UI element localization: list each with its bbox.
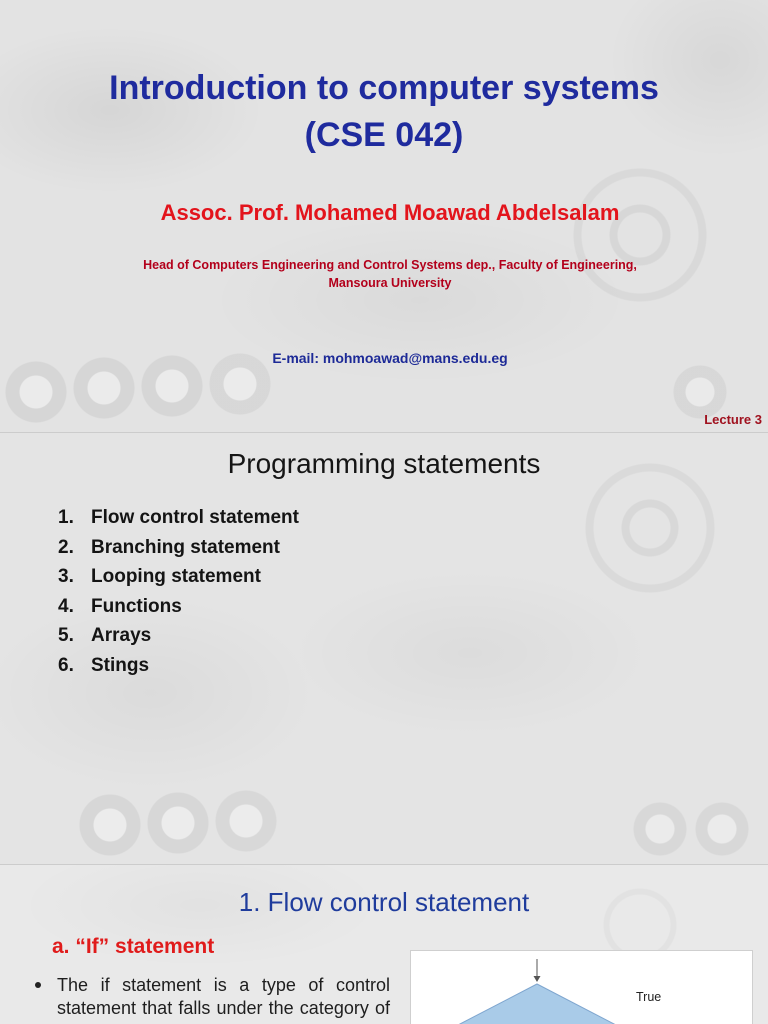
outline-item-number: 1. <box>58 507 74 528</box>
flowchart-drawing <box>411 951 752 1024</box>
outline-item-label: Looping statement <box>91 566 261 588</box>
flow-control-slide <box>0 864 768 1024</box>
author-email: E-mail: mohmoawad@mans.edu.eg <box>272 350 508 366</box>
bullet-point <box>30 974 392 1020</box>
outline-item-number: 4. <box>58 595 74 617</box>
author-university: Mansoura University <box>328 276 452 290</box>
if-statement-heading: a. “If” statement <box>52 935 215 958</box>
outline-item-label: Stings <box>91 654 150 676</box>
outline-item-label: Flow control statement <box>91 507 299 528</box>
outline-item-number: 2. <box>58 536 74 558</box>
slide-title: 1. Flow control statement <box>238 887 530 917</box>
outline-item <box>0 651 420 681</box>
outline-item <box>0 562 420 592</box>
down-arrow-icon <box>534 959 541 982</box>
course-title: Introduction to computer systems <box>109 69 659 107</box>
bullet-text-line: statement that falls under the category of <box>57 998 390 1018</box>
course-code: (CSE 042) <box>304 116 464 154</box>
outline-item-number: 3. <box>58 566 74 588</box>
outline-item <box>0 592 420 622</box>
decision-diamond <box>458 984 616 1024</box>
bullet-text-line: The if statement is a type of control <box>57 975 390 995</box>
author-name: Assoc. Prof. Mohamed Moawad Abdelsalam <box>160 200 620 225</box>
outline-item-number: 5. <box>58 625 74 647</box>
outline-item-label: Arrays <box>91 625 152 647</box>
lecture-number: Lecture 3 <box>704 412 762 427</box>
if-statement-flowchart <box>410 950 753 1024</box>
author-affiliation: Head of Computers Engineering and Control Systems dep., Faculty of Engineering, <box>143 258 637 272</box>
outline-item <box>0 621 420 651</box>
flow-arrow-head <box>534 976 541 982</box>
title-slide <box>0 0 768 432</box>
outline-item-label: Branching statement <box>91 536 280 558</box>
outline-item <box>0 503 420 533</box>
slide-title: Programming statements <box>227 448 541 479</box>
bullet-marker-icon <box>35 982 41 988</box>
outline-item-label: Functions <box>91 595 182 617</box>
outline-slide <box>0 432 768 864</box>
outline-item-number: 6. <box>58 654 74 676</box>
outline-item <box>0 533 420 563</box>
true-branch-label: True <box>636 990 662 1004</box>
outline-list <box>0 503 420 681</box>
